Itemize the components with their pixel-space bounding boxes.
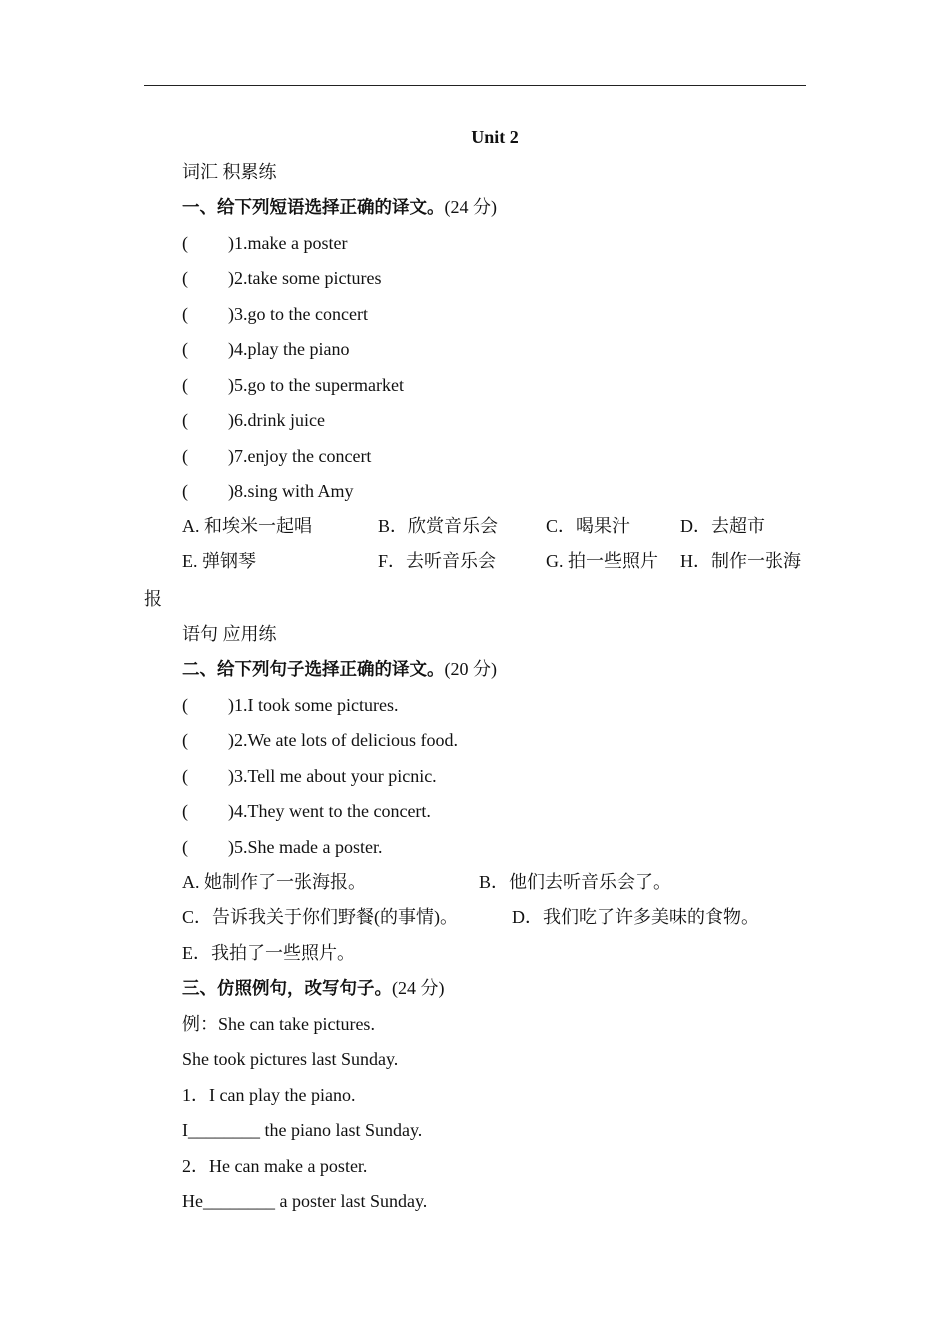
s2-option-e: E．我拍了一些照片。 <box>182 943 355 963</box>
s1-option-e: E. 弹钢琴 <box>182 551 256 571</box>
s3-question-1: 1．I can play the piano. <box>182 1085 356 1105</box>
section1-heading <box>182 196 497 219</box>
s3-answer-1[interactable]: I________ the piano last Sunday. <box>182 1120 423 1140</box>
s3-question-2: 2．He can make a poster. <box>182 1156 368 1176</box>
item-text: )4.They went to the concert. <box>228 801 431 821</box>
s3-example <box>182 1013 375 1035</box>
s2-option-c: C．告诉我关于你们野餐(的事情)。 <box>182 907 458 927</box>
s2-item-3 <box>182 765 437 787</box>
s1-option-c: C．喝果汁 <box>546 516 631 536</box>
item-text: )4.play the piano <box>228 339 350 359</box>
s2-item-5 <box>182 836 382 858</box>
item-text: )5.go to the supermarket <box>228 375 404 395</box>
item-text: )6.drink juice <box>228 410 325 430</box>
answer-blank[interactable]: ( <box>182 268 188 288</box>
section1-heading-text: 一、给下列短语选择正确的译文。 <box>182 198 445 218</box>
s1-option-h: H．制作一张海 <box>680 551 801 571</box>
s1-item-7 <box>182 445 371 467</box>
s1-item-2 <box>182 267 381 289</box>
item-text: )5.She made a poster. <box>228 837 383 857</box>
item-text: )7.enjoy the concert <box>228 446 372 466</box>
page-title: Unit 2 <box>471 127 519 147</box>
answer-blank[interactable]: ( <box>182 410 188 430</box>
section3-points: (24 分) <box>392 978 445 998</box>
item-text: )8.sing with Amy <box>228 481 354 501</box>
s2-item-2 <box>182 729 458 751</box>
s1-item-8 <box>182 480 354 502</box>
section2-heading <box>182 658 497 681</box>
answer-blank[interactable]: ( <box>182 233 188 253</box>
answer-blank[interactable]: ( <box>182 375 188 395</box>
section3-heading <box>182 977 445 1000</box>
s1-item-1 <box>182 232 347 254</box>
answer-blank[interactable]: ( <box>182 695 188 715</box>
s3-example-answer: She took pictures last Sunday. <box>182 1049 399 1069</box>
item-text: )3.Tell me about your picnic. <box>228 766 437 786</box>
answer-blank[interactable]: ( <box>182 339 188 359</box>
example-sentence: She can take pictures. <box>218 1014 375 1034</box>
example-label: 例： <box>182 1014 218 1034</box>
s1-option-h-continued: 报 <box>144 589 162 609</box>
s1-item-6 <box>182 409 325 431</box>
s1-item-5 <box>182 374 404 396</box>
item-text: )2.We ate lots of delicious food. <box>228 730 458 750</box>
item-text: )1.make a poster <box>228 233 348 253</box>
section1-points: (24 分) <box>444 197 497 217</box>
section3-heading-text: 三、仿照例句，改写句子。 <box>182 979 392 999</box>
answer-blank[interactable]: ( <box>182 801 188 821</box>
section1-category: 词汇 积累练 <box>182 162 277 182</box>
section2-points: (20 分) <box>444 659 497 679</box>
s2-option-b: B．他们去听音乐会了。 <box>479 872 672 892</box>
s1-option-a: A. 和埃米一起唱 <box>182 516 312 536</box>
s1-item-4 <box>182 338 349 360</box>
s3-answer-2[interactable]: He________ a poster last Sunday. <box>182 1191 428 1211</box>
s1-option-b: B．欣赏音乐会 <box>378 516 499 536</box>
s1-option-d: D．去超市 <box>680 516 765 536</box>
s2-item-1 <box>182 694 398 716</box>
s1-option-f: F．去听音乐会 <box>378 551 497 571</box>
section2-heading-text: 二、给下列句子选择正确的译文。 <box>182 660 445 680</box>
section2-category: 语句 应用练 <box>182 624 277 644</box>
item-text: )1.I took some pictures. <box>228 695 399 715</box>
s1-option-g: G. 拍一些照片 <box>546 551 658 571</box>
answer-blank[interactable]: ( <box>182 304 188 324</box>
answer-blank[interactable]: ( <box>182 481 188 501</box>
answer-blank[interactable]: ( <box>182 730 188 750</box>
answer-blank[interactable]: ( <box>182 766 188 786</box>
item-text: )2.take some pictures <box>228 268 382 288</box>
s2-option-a: A. 她制作了一张海报。 <box>182 872 366 892</box>
s2-item-4 <box>182 800 431 822</box>
s2-option-d: D．我们吃了许多美味的食物。 <box>512 907 759 927</box>
item-text: )3.go to the concert <box>228 304 368 324</box>
answer-blank[interactable]: ( <box>182 446 188 466</box>
answer-blank[interactable]: ( <box>182 837 188 857</box>
s1-item-3 <box>182 303 368 325</box>
header-rule <box>144 85 806 86</box>
